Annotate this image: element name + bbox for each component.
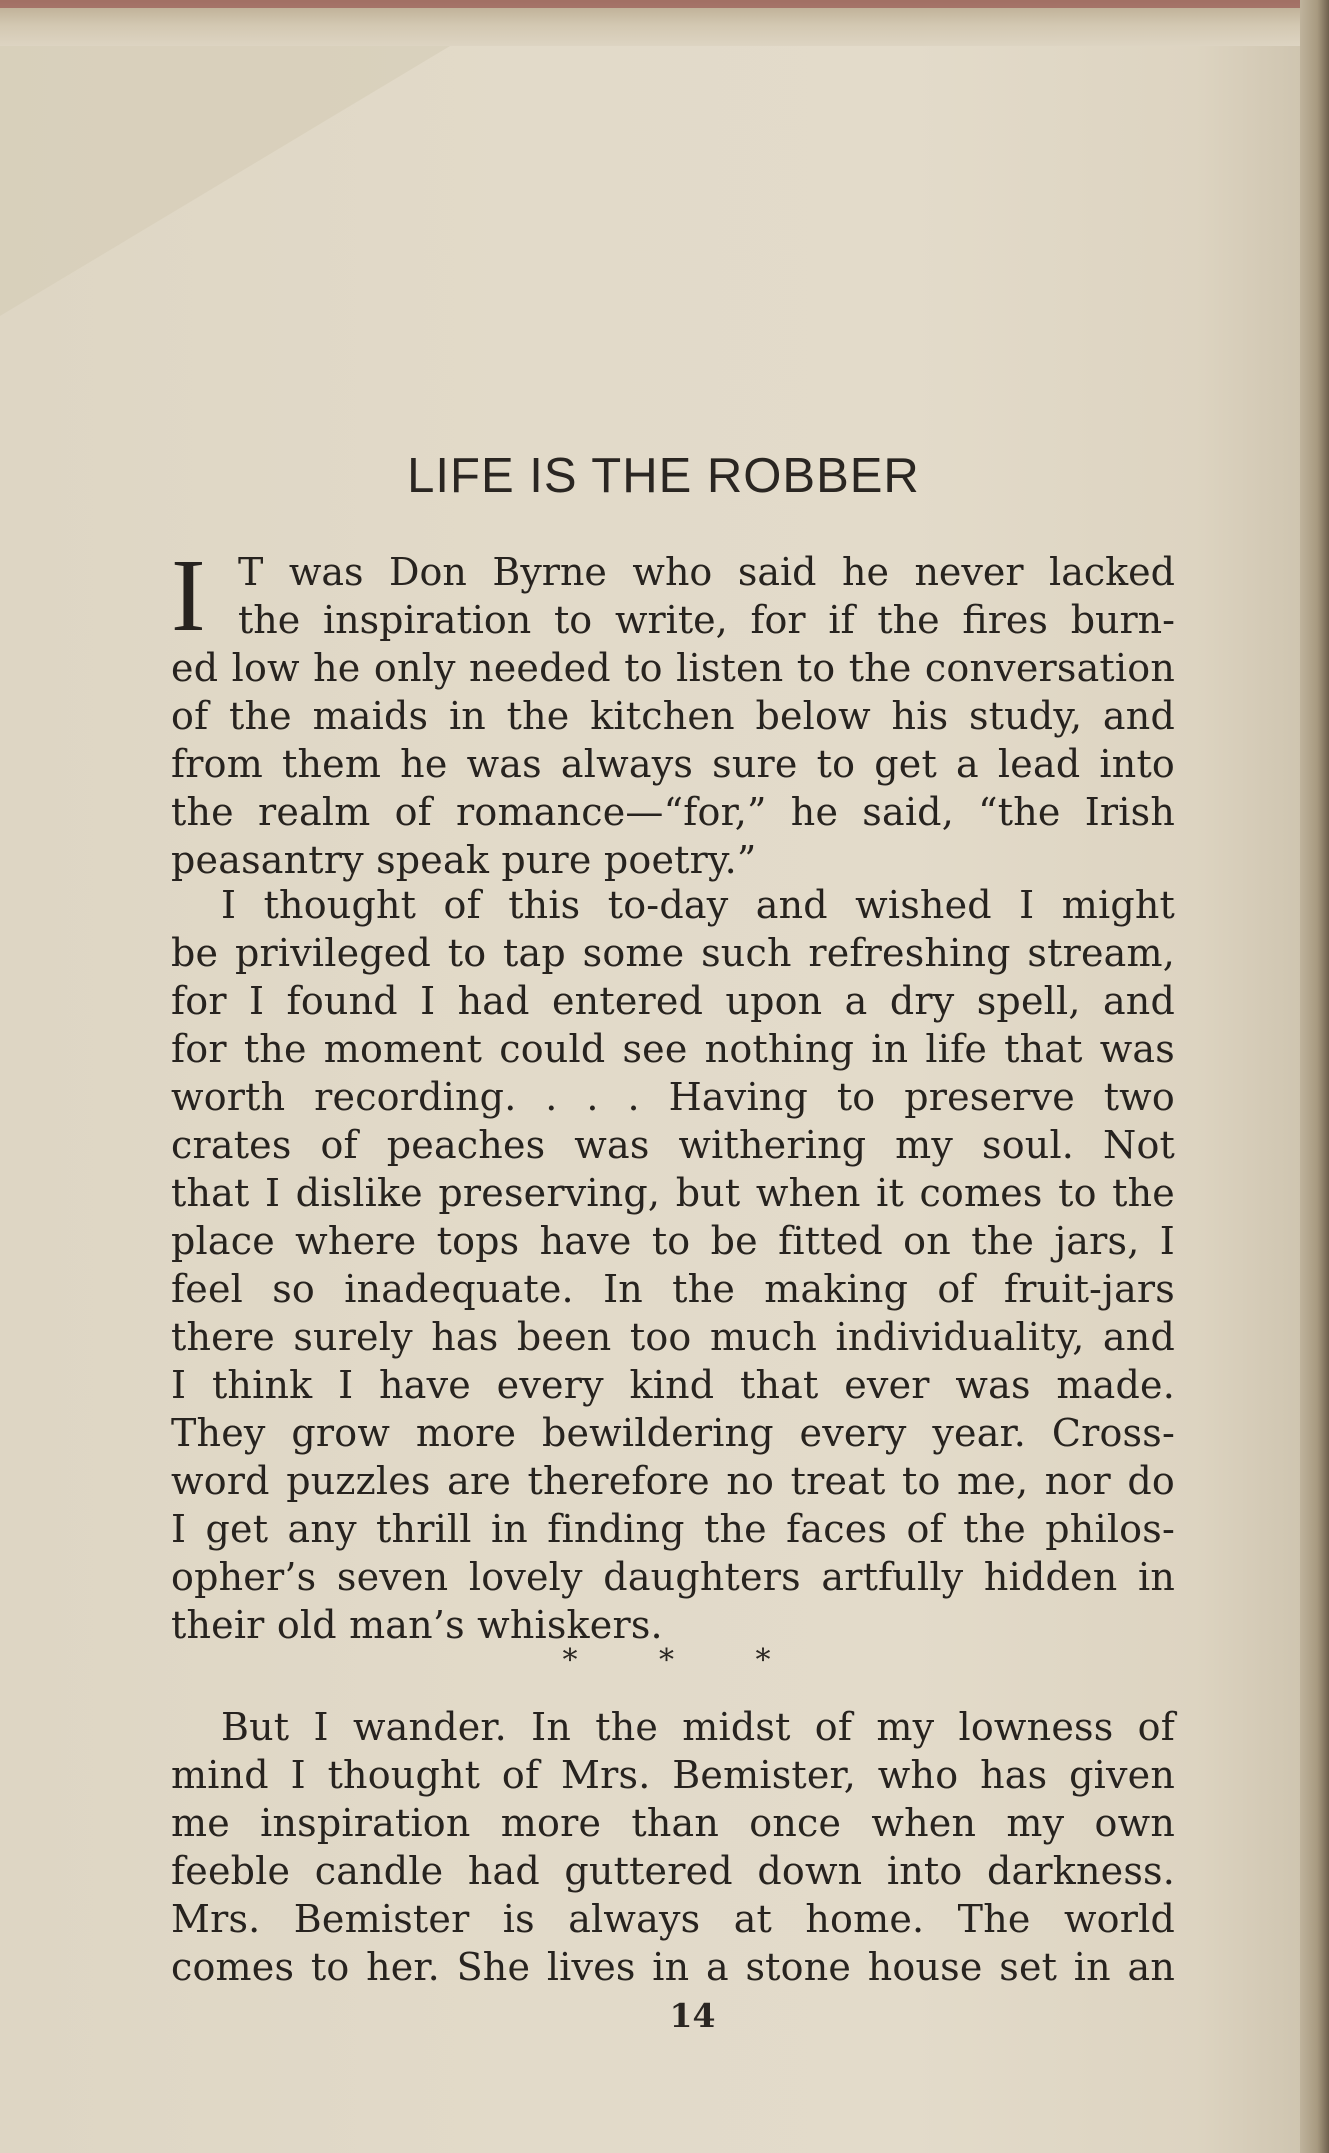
- text-line: worth recording. . . . Having to preserve two: [171, 1075, 1175, 1119]
- text-line: me inspiration more than once when my own: [171, 1801, 1175, 1845]
- paragraph-2: [171, 881, 1175, 1649]
- page-number: 14: [669, 1996, 716, 2035]
- drop-cap: I: [171, 538, 206, 653]
- text-line: I get any thrill in finding the faces of the philos-: [171, 1507, 1175, 1551]
- text-line: ed low he only needed to listen to the conversation: [171, 646, 1175, 690]
- text-line: mind I thought of Mrs. Bemister, who has given: [171, 1753, 1175, 1797]
- text-line: for I found I had entered upon a dry spell, and: [171, 979, 1175, 1023]
- text-line: be privileged to tap some such refreshing stream,: [171, 931, 1175, 975]
- text-line: T was Don Byrne who said he never lacked: [238, 550, 1175, 594]
- text-line: feel so inadequate. In the making of fruit-jars: [171, 1267, 1175, 1311]
- text-line: from them he was always sure to get a lead into: [171, 742, 1175, 786]
- text-line: word puzzles are therefore no treat to me, nor do: [171, 1459, 1175, 1503]
- paragraph-1: [171, 644, 1175, 884]
- text-line: that I dislike preserving, but when it comes to the: [171, 1171, 1175, 1215]
- text-line: opher’s seven lovely daughters artfully hidden in: [171, 1555, 1175, 1599]
- text-line: I thought of this to-day and wished I might: [221, 883, 1175, 927]
- text-line: for the moment could see nothing in life that was: [171, 1027, 1175, 1071]
- text-line: their old man’s whiskers.: [171, 1603, 663, 1647]
- text-line: feeble candle had guttered down into darkness.: [171, 1849, 1175, 1893]
- text-line: crates of peaches was withering my soul. Not: [171, 1123, 1175, 1167]
- text-line: there surely has been too much individuality, and: [171, 1315, 1175, 1359]
- text-line: comes to her. She lives in a stone house set in an: [171, 1945, 1175, 1989]
- text-line: I think I have every kind that ever was made.: [171, 1363, 1175, 1407]
- text-line: the realm of romance—“for,” he said, “the Irish: [171, 790, 1175, 834]
- section-separator: * * *: [562, 1643, 807, 1678]
- book-binding-edge: [1300, 0, 1329, 2153]
- text-line: Mrs. Bemister is always at home. The world: [171, 1897, 1175, 1941]
- chapter-title: LIFE IS THE ROBBER: [407, 449, 920, 503]
- text-line: place where tops have to be fitted on the jars, I: [171, 1219, 1175, 1263]
- text-line: the inspiration to write, for if the fires burn-: [238, 598, 1175, 642]
- paragraph-1-opening: [238, 548, 1175, 644]
- text-line: peasantry speak pure poetry.”: [171, 838, 757, 882]
- paragraph-3: [171, 1703, 1175, 1991]
- text-line: of the maids in the kitchen below his study, and: [171, 694, 1175, 738]
- text-line: They grow more bewildering every year. Cross-: [171, 1411, 1175, 1455]
- text-line: But I wander. In the midst of my lowness of: [221, 1705, 1175, 1749]
